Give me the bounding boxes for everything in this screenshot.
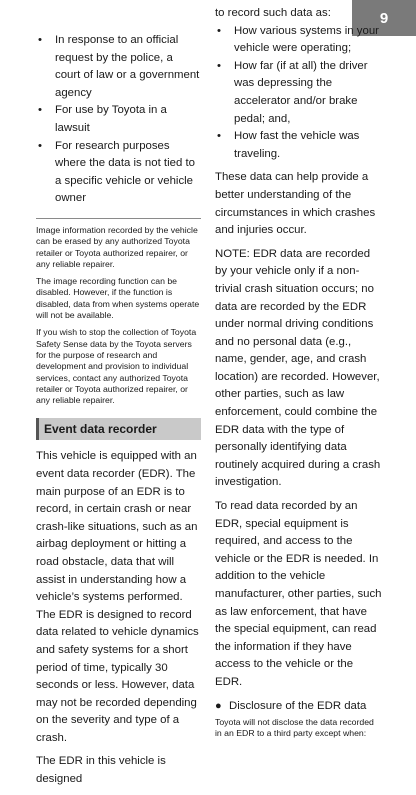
page-number: 9	[379, 9, 389, 27]
info-notes	[36, 225, 201, 406]
subheading	[215, 698, 383, 716]
section-title: Event data recorder	[44, 422, 157, 437]
note-paragraph: Image information recorded by the vehicle can be erased by any authorized Toyota retailer or Toyota authorized repairer, or any reliable repairer.	[36, 224, 198, 269]
section-heading	[36, 418, 201, 440]
left-column	[36, 32, 201, 795]
small-paragraph: Toyota will not disclose the data recorded in an EDR to a third party except when:	[215, 717, 374, 739]
body-paragraph: to record such data as:	[215, 7, 331, 19]
subheading-text: Disclosure of the EDR data	[229, 699, 367, 712]
list-item: • In response to an official request by the police, a court of law or a government agency	[38, 34, 200, 99]
recorded-data-list	[215, 23, 383, 164]
bullet-dot-icon: ●	[215, 699, 222, 712]
body-paragraph: The EDR in this vehicle is designed	[36, 755, 166, 786]
body-paragraph: This vehicle is equipped with an event data recorder (EDR). The main purpose of an EDR is to record, in certain crash or near crash-like situations, such as an airbag deployment or hitting a road obstacle, data that will assist in understanding how a vehicle’s systems performed. The EDR is designed to record data related to vehicle dynamics and safety systems for a short period of time, typically 30 seconds or less. However, data may not be recorded depending on the severity and type of a crash.	[36, 450, 199, 744]
note-paragraph: The image recording function can be disabled. However, if the function is disabled, data from when systems operate will not be available.	[36, 276, 200, 321]
body-paragraph: NOTE: EDR data are recorded by your vehicle only if a non-trivial crash situation occurs; no data are recorded by the EDR under normal driving conditions and no personal data (e.g., name, gender, age, and crash location) are recorded. However, other parties, such as law enforcement, could combine the EDR data with the type of personally identifying data routinely acquired during a crash investigation.	[215, 247, 381, 489]
divider	[36, 218, 201, 219]
disclosure-exceptions-list	[36, 32, 201, 208]
body-paragraph: To read data recorded by an EDR, special equipment is required, and access to the vehicle or the EDR is needed. In addition to the vehicle manufacturer, other parties, such as law enforcement, that have the special equipment, can read the information if they have access to the vehicle or the EDR.	[215, 500, 382, 688]
body-paragraph: These data can help provide a better understanding of the circumstances in which crashes and injuries occur.	[215, 171, 376, 237]
right-column	[215, 5, 383, 740]
list-item: • For use by Toyota in a lawsuit	[38, 104, 167, 134]
list-item: • How fast the vehicle was traveling.	[217, 130, 360, 160]
list-item: • How various systems in your vehicle were operating;	[217, 24, 379, 55]
note-paragraph: If you wish to stop the collection of Toyota Safety Sense data by the Toyota servers for the purpose of research and development and provision to individual services, contact any authorized Toyota retailer or Toyota authorized repairer, or any reliable repairer.	[36, 327, 197, 406]
list-item: • How far (if at all) the driver was depressing the accelerator and/or brake pedal; and,	[217, 59, 368, 125]
list-item: • For research purposes where the data is not tied to a specific vehicle or vehicle owner	[38, 139, 195, 205]
